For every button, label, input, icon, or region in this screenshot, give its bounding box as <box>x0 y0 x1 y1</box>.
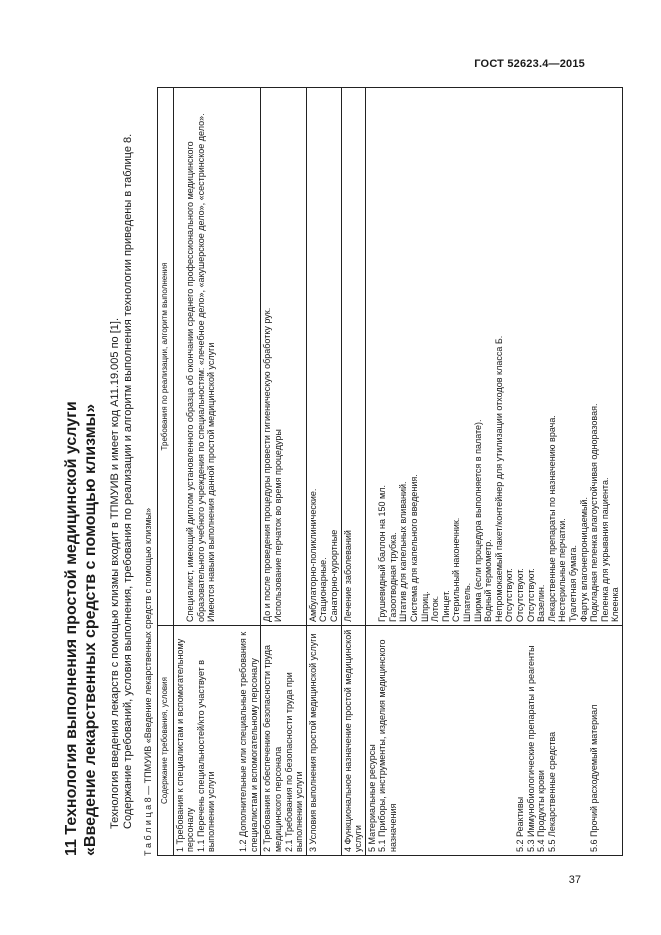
requirement-cell <box>173 626 261 856</box>
cell-line: Непромокаемый пакет/контейнер для утилизации отходов класса Б. <box>493 335 504 622</box>
cell-line <box>398 629 409 852</box>
requirement-cell <box>365 626 622 856</box>
cell-line: Лечение заболеваний <box>342 530 353 622</box>
cell-line <box>451 629 462 852</box>
cell-line: Пинцет. <box>440 590 451 622</box>
table-row <box>306 88 341 856</box>
implementation-cell <box>173 88 261 626</box>
cell-line: Пеленка для укрывания пациента. <box>599 477 610 622</box>
table-row <box>365 88 622 856</box>
table-caption: Т а б л и ц а 8 — ТПМУИВ «Введение лекарственных средств с помощью клизмы» <box>143 507 153 856</box>
cell-line: 5.2 Реактивы <box>515 796 525 852</box>
cell-line: Амбулаторно-поликлинические. <box>307 488 318 622</box>
cell-line: Лоток. <box>430 595 441 622</box>
cell-line: Штатив для капельных вливаний. <box>398 481 409 622</box>
table-header-row <box>158 88 174 856</box>
cell-line: 5 Материальные ресурсы <box>366 744 377 852</box>
rotated-content <box>62 76 621 856</box>
cell-line: Стерильный наконечник. <box>451 517 462 622</box>
cell-line: 5.6 Прочий расходуемый материал <box>589 704 600 852</box>
cell-line <box>420 629 431 852</box>
section-title <box>62 76 100 856</box>
cell-line: Использование перчаток во время процедуры <box>272 429 283 622</box>
cell-line: 1.2 Дополнительные или специальные требования к специалистам и вспомогательному персоналу <box>238 631 259 852</box>
cell-line: Шприц. <box>419 591 430 622</box>
intro-text <box>109 76 135 856</box>
cell-line: 5.5 Лекарственные средства <box>546 731 557 852</box>
table-body <box>173 88 622 856</box>
cell-line <box>217 629 228 852</box>
implementation-cell <box>306 88 341 626</box>
cell-line: Специалист, имеющий диплом установленного образца об окончании среднего профессионального медицинского образовательного учебного учреждения по специальностям: «лечебное дело», «акушерское дело», «сестринское дело». <box>185 113 206 622</box>
cell-line: 4 Функциональное назначение простой медицинской услуги <box>342 629 364 852</box>
table-row <box>261 88 306 856</box>
cell-line <box>367 91 378 622</box>
requirement-cell <box>341 626 365 856</box>
cell-line <box>568 629 579 852</box>
table-header-implementation: Требования по реализации, алгоритм выполнения <box>158 88 174 626</box>
cell-line <box>557 629 568 852</box>
cell-line <box>409 629 420 852</box>
cell-line: Шпатель. <box>462 582 473 622</box>
cell-line: 5.4 Продукты крови <box>536 770 547 852</box>
cell-line: Лекарственные препараты по назначению врача. <box>546 415 557 622</box>
cell-line: Ширма (если процедура выполняется в палате). <box>472 419 483 622</box>
section-title-line-2: «Введение лекарственных средств с помощью клизмы» <box>82 403 99 856</box>
table-row <box>173 88 261 856</box>
intro-paragraph-2: Содержание требований, условия выполнения, требования по реализации и алгоритм выполнения технологии приведены в таблице 8. <box>122 133 134 829</box>
cell-line: Отсутствуют. <box>525 568 536 622</box>
cell-line: 3 Условия выполнения простой медицинской услуги <box>307 633 318 852</box>
cell-line: 2 Требования к обеспечению безопасности труда медицинского персонала <box>262 644 283 852</box>
cell-line: 1 Требования к специалистам и вспомогательному персоналу <box>174 638 196 852</box>
intro-paragraph-1: Технология введения лекарств с помощью клизмы входит в ТПМУИВ и имеет код А11.19.005 по [1]. <box>109 317 121 829</box>
requirements-table <box>157 87 623 856</box>
cell-line: Вазелин. <box>536 584 547 622</box>
cell-line: Подкладная пеленка влагоустойчивая одноразовая. <box>589 403 600 622</box>
cell-line: Имеются навыки выполнения данной простой медицинской услуги <box>206 342 217 622</box>
cell-line: Грушевидный баллон на 150 мл. <box>377 485 388 622</box>
cell-line: 2.1 Требования по безопасности труда при выполнении услуги <box>283 672 305 852</box>
cell-line: Отсутствуют. <box>515 568 525 622</box>
cell-line: Нестерильные перчатки. <box>557 518 568 622</box>
cell-line: Клеенка <box>610 587 621 622</box>
cell-line: Санаторно-курортные <box>328 529 339 622</box>
cell-line: Туалетная бумага. <box>567 545 578 622</box>
cell-line <box>430 629 441 852</box>
cell-line <box>504 629 515 852</box>
cell-line <box>483 629 494 852</box>
section-title-line-1: 11 Технология выполнения простой медицинской услуги <box>63 401 80 856</box>
cell-line: Водный термометр. <box>483 539 494 622</box>
cell-line: 1.1 Перечень специальностей/кто участвует в выполнении услуги <box>195 659 217 852</box>
cell-line: До и после проведения процедуры провести гигиеническую обработку рук. <box>262 307 273 622</box>
cell-line: Газоотводная трубка. <box>387 532 398 622</box>
cell-line <box>175 91 186 622</box>
implementation-cell <box>261 88 306 626</box>
implementation-cell <box>365 88 622 626</box>
document-code: ГОСТ 52623.4—2015 <box>474 58 585 70</box>
cell-line <box>494 629 505 852</box>
cell-line: Фартук влагонепроницаемый. <box>578 497 589 622</box>
cell-line: 5.3 Иммунобиологические препараты и реагенты <box>525 645 536 852</box>
requirement-cell <box>306 626 341 856</box>
cell-line <box>462 629 473 852</box>
requirement-cell <box>261 626 306 856</box>
cell-line <box>228 629 239 852</box>
cell-line: Стационарные. <box>318 557 329 622</box>
cell-line: Отсутствуют. <box>504 568 515 622</box>
implementation-cell <box>341 88 365 626</box>
cell-line: 5.1 Приборы, инструменты, изделия медицинского назначения <box>377 639 398 852</box>
cell-line: Система для капельного введения. <box>409 474 420 622</box>
table-row <box>341 88 365 856</box>
table-header-requirement: Содержание требования, условия <box>158 626 174 856</box>
cell-line <box>473 629 484 852</box>
cell-line <box>579 629 590 852</box>
cell-line <box>441 629 452 852</box>
page-number: 37 <box>568 874 581 886</box>
